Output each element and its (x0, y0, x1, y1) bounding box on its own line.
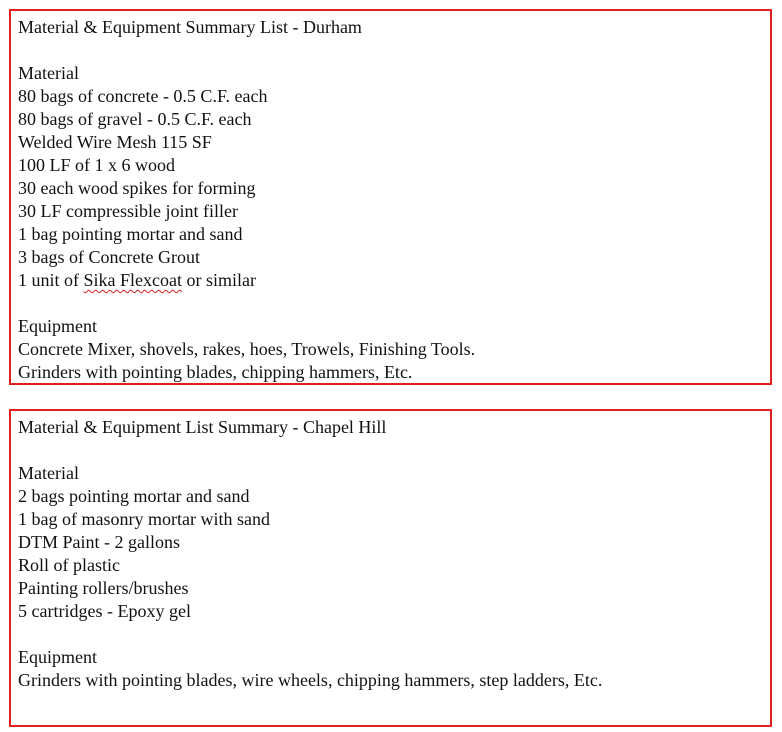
sika-suffix: or similar (181, 270, 256, 290)
durham-material-item: 3 bags of Concrete Grout (18, 247, 200, 267)
durham-title: Material & Equipment Summary List - Durham (18, 17, 362, 37)
blank-line (18, 39, 762, 62)
blank-line (18, 623, 762, 646)
chapel-hill-material-item: DTM Paint - 2 gallons (18, 532, 180, 552)
chapel-hill-title: Material & Equipment List Summary - Chapel Hill (18, 417, 387, 437)
durham-material-item: 80 bags of concrete - 0.5 C.F. each (18, 86, 268, 106)
chapel-hill-material-heading: Material (18, 463, 79, 483)
chapel-hill-material-item: 5 cartridges - Epoxy gel (18, 601, 191, 621)
durham-material-item: 80 bags of gravel - 0.5 C.F. each (18, 109, 252, 129)
chapel-hill-material-item: Painting rollers/brushes (18, 578, 189, 598)
spellcheck-flagged-word: Sika Flexcoat (83, 270, 182, 290)
durham-material-item: 30 LF compressible joint filler (18, 201, 238, 221)
blank-line (18, 439, 762, 462)
sika-prefix: 1 unit of (18, 270, 84, 290)
durham-material-item-sika (18, 269, 762, 292)
durham-material-item: 30 each wood spikes for forming (18, 178, 256, 198)
durham-summary-box (9, 9, 772, 385)
chapel-hill-material-item: 1 bag of masonry mortar with sand (18, 509, 270, 529)
durham-equipment-item: Grinders with pointing blades, chipping hammers, Etc. (18, 362, 413, 382)
durham-material-item: 100 LF of 1 x 6 wood (18, 155, 175, 175)
chapel-hill-material-item: Roll of plastic (18, 555, 120, 575)
chapel-hill-equipment-item: Grinders with pointing blades, wire wheels, chipping hammers, step ladders, Etc. (18, 670, 603, 690)
chapel-hill-material-item: 2 bags pointing mortar and sand (18, 486, 250, 506)
durham-material-item: 1 bag pointing mortar and sand (18, 224, 243, 244)
durham-material-heading: Material (18, 63, 79, 83)
durham-equipment-heading: Equipment (18, 316, 97, 336)
chapel-hill-equipment-heading: Equipment (18, 647, 97, 667)
blank-line (18, 292, 762, 315)
chapel-hill-summary-box (9, 409, 772, 727)
durham-material-item: Welded Wire Mesh 115 SF (18, 132, 212, 152)
durham-equipment-item: Concrete Mixer, shovels, rakes, hoes, Trowels, Finishing Tools. (18, 339, 476, 359)
